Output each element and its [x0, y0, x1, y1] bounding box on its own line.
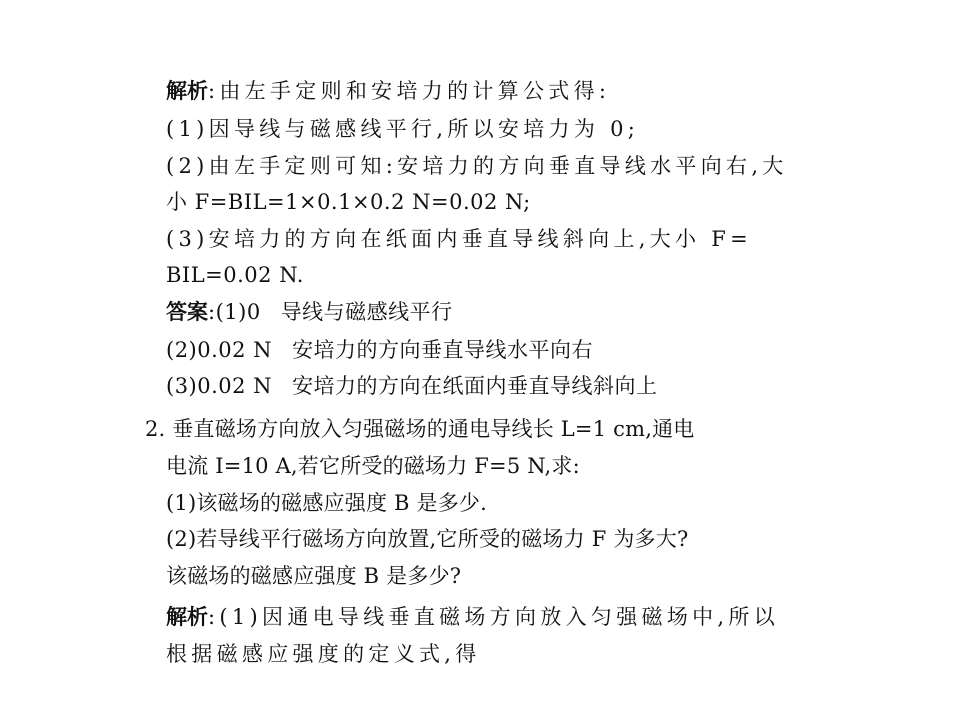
- solution1-line1: (1)因导线与磁感线平行,所以安培力为 0;: [166, 117, 640, 141]
- question2-line1: 2. 垂直磁场方向放入匀强磁场的通电导线长 L=1 cm,通电: [145, 417, 695, 441]
- question2-line3: (1)该磁场的磁感应强度 B 是多少.: [166, 491, 488, 515]
- solution-label: 解析: [166, 605, 208, 629]
- answer-label: 答案: [166, 300, 208, 324]
- answer1-part1-value: :(1)0: [208, 300, 261, 324]
- solution1-intro-text: :由左手定则和安培力的计算公式得:: [208, 79, 611, 103]
- solution1-line5: BIL=0.02 N.: [166, 263, 304, 287]
- answer1-line1: [166, 299, 453, 325]
- answer1-part2-text: 安培力的方向垂直导线水平向右: [292, 338, 594, 362]
- solution-label: 解析: [166, 79, 208, 103]
- solution1-line3: 小 F=BIL=1×0.1×0.2 N=0.02 N;: [166, 190, 531, 214]
- question2-line5: 该磁场的磁感应强度 B 是多少?: [166, 564, 462, 588]
- question2-line2: 电流 I=10 A,若它所受的磁场力 F=5 N,求:: [166, 454, 580, 478]
- answer1-part3-value: (3)0.02 N: [166, 374, 273, 398]
- solution2-line1: [166, 604, 779, 630]
- solution1-line4: (3)安培力的方向在纸面内垂直导线斜向上,大小 F=: [166, 227, 753, 251]
- question2-line4: (2)若导线平行磁场方向放置,它所受的磁场力 F 为多大?: [166, 527, 689, 551]
- solution2-line1-text: :(1)因通电导线垂直磁场方向放入匀强磁场中,所以: [208, 605, 779, 629]
- solution1-intro-line: [166, 78, 610, 104]
- answer1-part3-text: 安培力的方向在纸面内垂直导线斜向上: [292, 374, 658, 398]
- solution1-line2: (2)由左手定则可知:安培力的方向垂直导线水平向右,大: [166, 154, 788, 178]
- answer1-part1-text: 导线与磁感线平行: [280, 300, 453, 324]
- answer1-line2: [166, 337, 593, 363]
- solution2-line2: 根据磁感应强度的定义式,得: [166, 642, 481, 666]
- answer1-part2-value: (2)0.02 N: [166, 338, 273, 362]
- answer1-line3: [166, 373, 658, 399]
